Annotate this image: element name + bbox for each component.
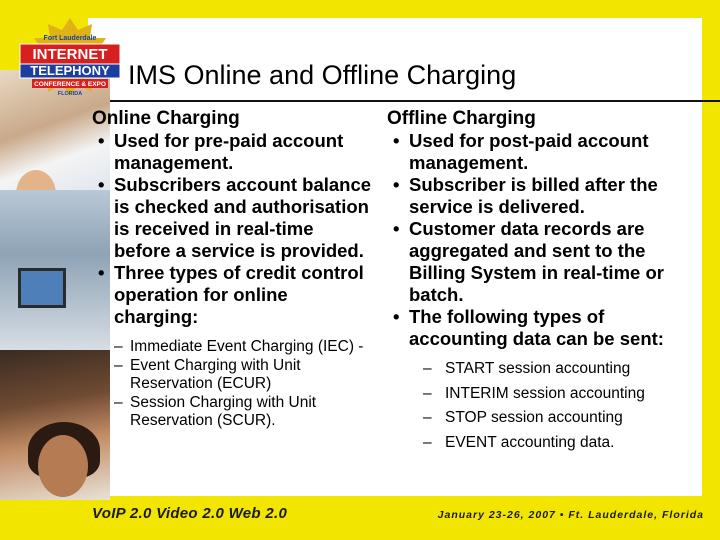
dash-icon: – [423, 409, 432, 426]
bullet-icon: • [98, 262, 105, 283]
dash-icon: – [423, 433, 432, 451]
bullet-icon: • [98, 130, 105, 151]
list-item: • Customer data records are aggregated and sent to the Billing System in real-time or batch. [393, 218, 664, 305]
sub-list-item: – EVENT accounting data. [423, 433, 615, 451]
person-head [38, 435, 88, 497]
list-item: • Subscriber is billed after the service is delivered. [393, 174, 658, 217]
list-item: • Used for pre-paid account management. [98, 130, 344, 173]
bullet-icon: • [393, 130, 400, 151]
list-item: • Three types of credit control operation for online charging: [98, 262, 364, 327]
offline-bullet-list [387, 130, 707, 350]
conference-logo [18, 16, 122, 98]
list-item: • Used for post-paid account management. [393, 130, 649, 173]
footer-tagline: VoIP 2.0 Video 2.0 Web 2.0 [92, 505, 288, 522]
offline-charging-column [387, 108, 707, 458]
dash-icon: – [114, 394, 123, 411]
sub-list-item: – Immediate Event Charging (IEC) - [114, 338, 364, 355]
logo-line3: CONFERENCE & EXPO [34, 81, 106, 88]
dash-icon: – [114, 357, 123, 374]
online-heading: Online Charging [92, 108, 240, 129]
offline-heading: Offline Charging [387, 108, 536, 129]
footer-date-location: January 23-26, 2007 • Ft. Lauderdale, Florida [437, 509, 704, 521]
bullet-icon: • [98, 174, 105, 195]
sub-list-item: – START session accounting [423, 360, 631, 377]
sub-list-item: – Event Charging with Unit Reservation (ECUR) [114, 357, 301, 392]
logo-line1: INTERNET [32, 46, 108, 63]
online-bullet-list [92, 130, 372, 328]
bullet-icon: • [393, 174, 400, 195]
dash-icon: – [423, 384, 432, 402]
list-item: • Subscribers account balance is checked and authorisation is received in real-time before a service is provided. [98, 174, 372, 261]
logo-top-text: Fort Lauderdale [43, 35, 97, 42]
sub-list-item: – STOP session accounting [423, 409, 623, 426]
online-sub-list [92, 338, 372, 430]
logo-line2: TELEPHONY [30, 63, 110, 78]
bullet-icon: • [393, 218, 400, 239]
offline-sub-list [387, 360, 707, 452]
list-item: • The following types of accounting data can be sent: [393, 306, 664, 349]
bullet-icon: • [393, 306, 400, 327]
dash-icon: – [423, 360, 432, 377]
sub-list-item: – Session Charging with Unit Reservation (SCUR). [114, 394, 317, 429]
monitor-screen [18, 268, 66, 308]
logo-line4: FLORIDA [57, 91, 83, 97]
online-charging-column [92, 108, 372, 431]
dash-icon: – [114, 338, 123, 355]
slide-title: IMS Online and Offline Charging [128, 60, 517, 90]
sub-list-item: – INTERIM session accounting [423, 384, 645, 402]
